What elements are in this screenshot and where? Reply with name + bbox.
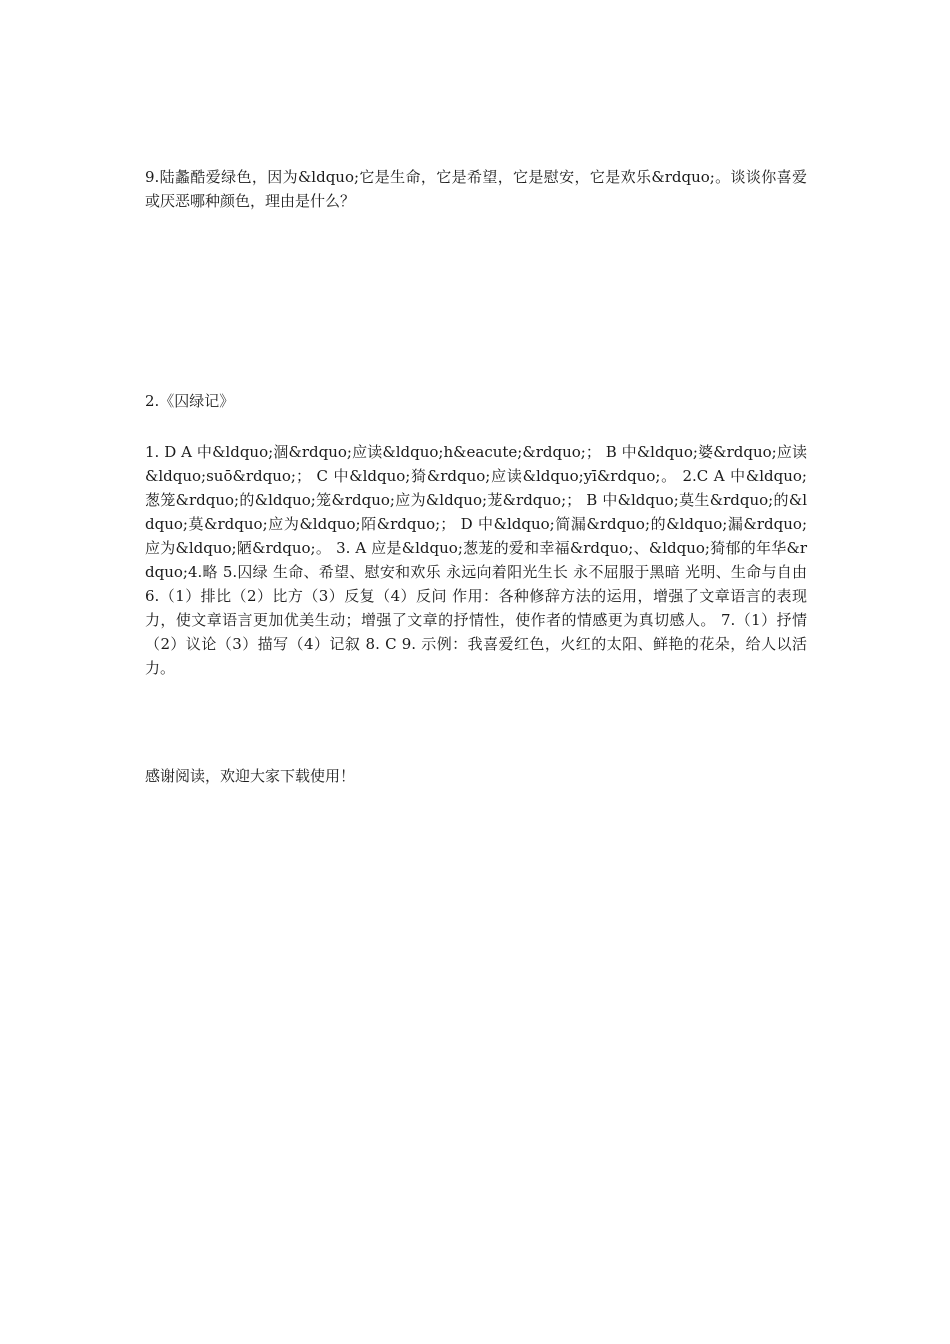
closing-message: 感谢阅读，欢迎大家下载使用！ bbox=[145, 767, 356, 785]
question-9-text: 9.陆蠡酷爱绿色，因为&ldquo;它是生命，它是希望，它是慰安，它是欢乐&rdquo;。谈谈你喜爱或厌恶哪种颜色，理由是什么？ bbox=[145, 168, 807, 210]
answer-key-text: 1. D A 中&ldquo;涸&rdquo;应读&ldquo;h&eacute;&rdquo;； B 中&ldquo;婆&rdquo;应读&ldquo;suō&rdquo;； C 中&ldquo;猗&rdquo;应读&ldquo;yī&rdquo;。 2.C A 中&ldquo;葱笼&rdquo;的&ldquo;笼&rdquo;应为&ldquo;茏&rdquo;； B 中&ldquo;莫生&rdquo;的&ldquo;莫&rdquo;应为&ldquo;陌&rdquo;； D 中&ldquo;简漏&rdquo;的&ldquo;漏&rdquo;应为&ldquo;陋&rdquo;。 3. A 应是&ldquo;葱茏的爱和幸福&rdquo;、&ldquo;猗郁的年华&rdquo;4.略 5.囚绿 生命、希望、慰安和欢乐 永远向着阳光生长 永不屈服于黑暗 光明、生命与自由 6.（1）排比（2）比方（3）反复（4）反问 作用：各种修辞方法的运用，增强了文章语言的表现力，使文章语言更加优美生动；增强了文章的抒情性，使作者的情感更为真切感人。 7.（1）抒情（2）议论（3）描写（4）记叙 8. C 9. 示例：我喜爱红色，火红的太阳、鲜艳的花朵，给人以活力。 bbox=[145, 443, 807, 677]
section-title: 2.《囚绿记》 bbox=[145, 392, 235, 410]
